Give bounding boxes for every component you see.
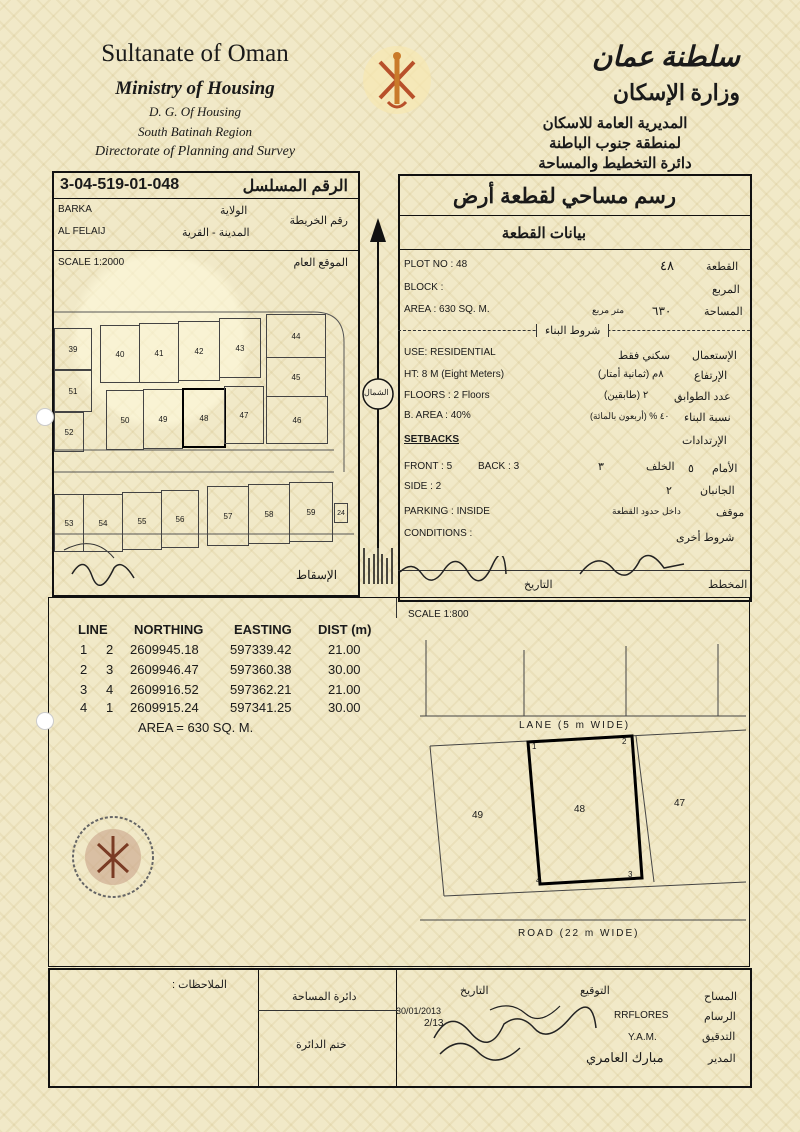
front-setback: FRONT : 5: [404, 461, 453, 472]
ministry-name-ar: وزارة الإسكان: [612, 80, 740, 105]
coord-header-dist: DIST (m): [318, 622, 372, 637]
country-name-ar: سلطنة عمان: [591, 42, 740, 73]
north-arrow-icon: [360, 218, 396, 588]
corner-3: 3: [628, 870, 633, 879]
coord-row-1-northing: 2609945.18: [130, 642, 199, 657]
site-plot-47: 47: [224, 386, 264, 444]
directorate-name-ar: دائرة التخطيط والمساحة: [538, 155, 692, 172]
site-plot-42: 42: [178, 321, 220, 381]
wilayat-value: BARKA: [58, 204, 92, 215]
setbacks-ar-title: الإرتدادات: [682, 435, 727, 447]
coord-row-1-easting: 597339.42: [230, 642, 292, 657]
height-ar-label: الإرتفاع: [694, 370, 728, 382]
coord-row-4-northing: 2609915.24: [130, 700, 199, 715]
footer-date-header: التاريخ: [460, 985, 489, 997]
side-ar-value: ٢: [666, 485, 672, 497]
wilayat-label: الولاية: [220, 205, 248, 217]
surveyor-label: المساح: [704, 991, 738, 1003]
site-plot-50: 50: [106, 390, 144, 450]
region-name-ar: لمنطقة جنوب الباطنة: [548, 135, 682, 152]
binder-hole-bottom: [36, 712, 54, 730]
total-area: AREA = 630 SQ. M.: [138, 720, 254, 735]
region-name-en: South Batinah Region: [137, 124, 253, 139]
plot-number: PLOT NO : 48: [404, 259, 468, 270]
general-site-label: الموقع العام: [293, 257, 348, 269]
site-plot-52: 52: [54, 412, 84, 452]
survey-dept-label: دائرة المساحة: [292, 991, 357, 1003]
building-conditions-title: شروط البناء: [536, 324, 609, 337]
site-plot-58: 58: [248, 484, 290, 544]
corner-1: 1: [532, 742, 537, 751]
site-plot-57: 57: [207, 486, 249, 546]
back-setback: BACK : 3: [478, 461, 520, 472]
building-area-field: B. AREA : 40%: [404, 410, 471, 421]
draftsman-value: RRFLORES: [614, 1010, 669, 1021]
notes-label: الملاحظات :: [172, 979, 227, 991]
block-field: BLOCK :: [404, 282, 444, 293]
parking-ar-label: موقف: [716, 507, 745, 519]
dg-name-ar: المديرية العامة للاسكان: [542, 115, 688, 132]
back-ar-value: ٣: [598, 461, 604, 473]
check-label: التدقيق: [702, 1031, 736, 1043]
parking-field: PARKING : INSIDE: [404, 506, 490, 517]
map-number-label: رقم الخريطة: [289, 215, 348, 227]
site-signature: [70, 550, 140, 591]
coord-row-1-from: 1: [80, 642, 88, 657]
footer-date-value-2: 2/13: [424, 1018, 444, 1029]
site-plot-46: 46: [266, 396, 328, 444]
coord-row-3-from: 3: [80, 682, 88, 697]
front-ar-label: الأمام: [712, 463, 738, 475]
coord-row-2-easting: 597360.38: [230, 662, 292, 677]
front-ar-value: ٥: [688, 463, 694, 475]
coord-row-4-from: 4: [80, 700, 88, 715]
oman-emblem-icon: [360, 40, 435, 120]
approval-signatures: [430, 998, 600, 1073]
coord-row-4-to: 1: [106, 700, 114, 715]
plot-data-title: بيانات القطعة: [501, 225, 586, 242]
conditions-field: CONDITIONS :: [404, 528, 473, 539]
ministry-name-en: Ministry of Housing: [115, 78, 275, 99]
site-plot-39: 39: [54, 328, 92, 370]
director-value: مبارك العامري: [586, 1050, 664, 1065]
side-ar-label: الجانبان: [700, 485, 735, 497]
detail-map: [400, 620, 746, 964]
coord-header-line: LINE: [78, 622, 108, 637]
height-ar-value: ٨م (ثمانية أمتار): [598, 369, 664, 380]
coord-row-3-dist: 21.00: [328, 682, 361, 697]
area-ar-unit: متر مربع: [592, 305, 625, 315]
side-setback: SIDE : 2: [404, 481, 442, 492]
road-label: ROAD (22 m WIDE): [518, 928, 640, 939]
site-plot-48-highlighted: 48: [182, 388, 226, 448]
binder-hole-top: [36, 408, 54, 426]
corner-4: 4: [536, 876, 541, 885]
site-plot-24: 24: [334, 503, 348, 523]
site-plot-56: 56: [161, 490, 199, 548]
site-plot-53: 53: [54, 494, 84, 552]
site-plot-54: 54: [83, 494, 123, 552]
parking-ar-value: داخل حدود القطعة: [612, 506, 681, 516]
coord-row-4-dist: 30.00: [328, 700, 361, 715]
country-name-en: Sultanate of Oman: [101, 40, 289, 67]
planner-signature: [578, 544, 688, 585]
coord-row-3-northing: 2609916.52: [130, 682, 199, 697]
coord-row-2-northing: 2609946.47: [130, 662, 199, 677]
block-ar-label: المربع: [712, 284, 740, 296]
serial-number-label: الرقم المسلسل: [242, 178, 348, 195]
projection-label: الإسقاط: [296, 568, 338, 582]
floors-ar-value: ٢ (طابقين): [604, 390, 649, 401]
detail-plot-49: 49: [472, 810, 484, 821]
coord-row-3-easting: 597362.21: [230, 682, 292, 697]
village-value: AL FELAIJ: [58, 226, 106, 237]
area-field: AREA : 630 SQ. M.: [404, 304, 490, 315]
directorate-name-en: Directorate of Planning and Survey: [94, 144, 296, 159]
site-plot-40: 40: [100, 325, 140, 383]
coord-header-northing: NORTHING: [134, 622, 204, 637]
use-ar-label: الإستعمال: [692, 350, 737, 362]
setbacks-title: SETBACKS: [404, 434, 460, 445]
area-ar-value: ٦٣٠: [652, 304, 672, 318]
draftsman-label: الرسام: [704, 1011, 736, 1023]
site-plot-45: 45: [266, 357, 326, 397]
dept-stamp-label: ختم الدائرة: [296, 1039, 347, 1051]
dg-name-en: D. G. Of Housing: [148, 104, 242, 119]
height-field: HT: 8 M (Eight Meters): [404, 369, 505, 380]
coord-row-2-from: 2: [80, 662, 88, 677]
official-seal-icon: [70, 814, 156, 900]
other-conditions-ar-label: شروط أخرى: [676, 532, 735, 544]
director-label: المدير: [708, 1053, 736, 1065]
coord-row-1-to: 2: [106, 642, 114, 657]
site-plot-41: 41: [139, 323, 179, 383]
plan-date-label: التاريخ: [524, 579, 553, 591]
site-plot-59: 59: [289, 482, 333, 542]
coord-header-easting: EASTING: [234, 622, 292, 637]
coord-row-4-easting: 597341.25: [230, 700, 292, 715]
footer-date-value: 30/01/2013: [396, 1006, 442, 1016]
detail-plot-47: 47: [674, 798, 686, 809]
site-plot-51: 51: [54, 370, 92, 412]
plot-number-ar-value: ٤٨: [660, 258, 674, 273]
lane-label: LANE (5 m WIDE): [519, 720, 631, 731]
site-plot-43: 43: [219, 318, 261, 378]
area-ar-label: المساحة: [704, 306, 743, 318]
floors-field: FLOORS : 2 Floors: [404, 390, 490, 401]
approval-footer: [48, 968, 752, 1088]
site-plot-55: 55: [122, 492, 162, 550]
building-area-ar-label: نسبة البناء: [684, 412, 731, 424]
coord-row-2-to: 3: [106, 662, 114, 677]
back-ar-label: الخلف: [646, 461, 675, 473]
use-ar-value: سكني فقط: [618, 350, 671, 362]
serial-number: 3-04-519-01-048: [60, 176, 180, 193]
check-value: Y.A.M.: [628, 1032, 657, 1043]
site-plot-44: 44: [266, 314, 326, 358]
site-scale: SCALE 1:2000: [58, 257, 125, 268]
handwritten-date: [398, 556, 508, 587]
site-plot-49: 49: [143, 389, 183, 449]
coord-row-3-to: 4: [106, 682, 114, 697]
north-label: الشمال: [364, 388, 389, 397]
floors-ar-label: عدد الطوابق: [674, 391, 731, 403]
building-area-ar-value: ٤٠ % (أربعون بالمائة): [590, 411, 670, 421]
planner-label: المخطط: [708, 579, 748, 591]
detail-plot-48: 48: [574, 804, 586, 815]
coord-row-1-dist: 21.00: [328, 642, 361, 657]
village-label: المدينة - القرية: [182, 227, 250, 239]
detail-scale: SCALE 1:800: [408, 609, 469, 620]
plot-number-ar-label: القطعة: [706, 261, 739, 273]
survey-drawing-title: رسم مساحي لقطعة أرض: [452, 185, 676, 208]
coord-row-2-dist: 30.00: [328, 662, 361, 677]
corner-2: 2: [622, 737, 627, 746]
footer-signature-header: التوقيع: [580, 985, 610, 997]
use-field: USE: RESIDENTIAL: [404, 347, 496, 358]
